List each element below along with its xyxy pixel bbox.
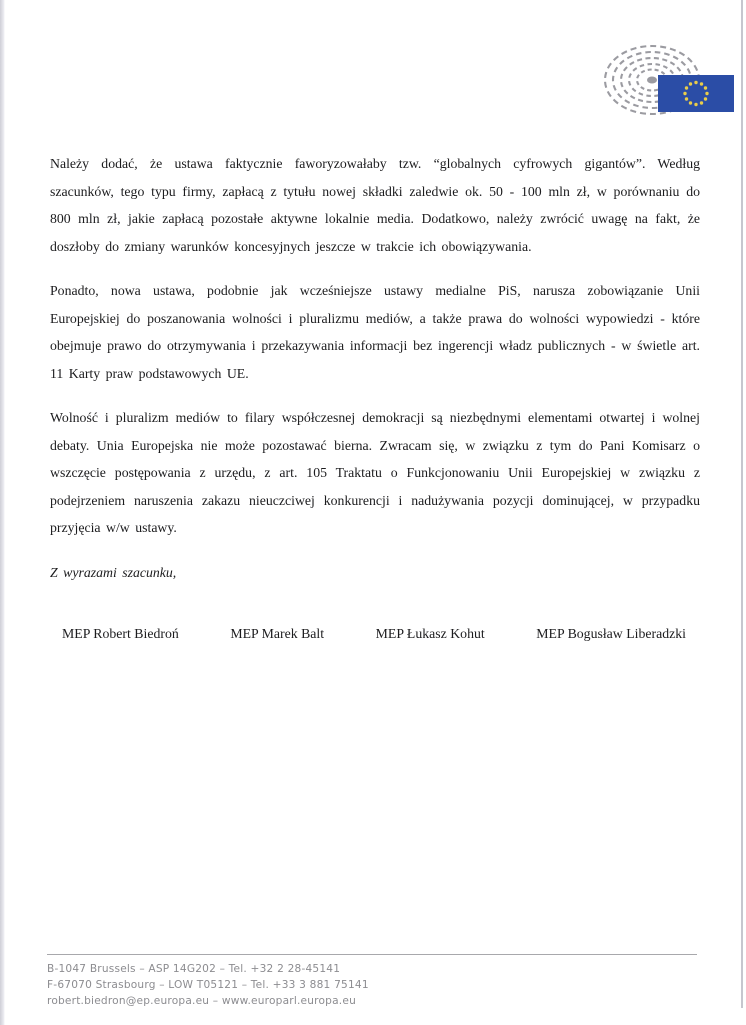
paragraph-3: Wolność i pluralizm mediów to filary współczesnej demokracji są niezbędnymi elementami otwartej i wolnej debaty. Unia Europejska nie może pozostawać bierna. Zwracam się, w związku z tym do Pani Komisarz o wszczęcie postępowania z urzędu, z art. 105 Traktatu o Funkcjonowaniu Unii Europejskiej w związku z podejrzeniem naruszenia zakazu nieuczciwej konkurencji i nadużywania pozycji dominującej, w przypadku przyjęcia w/w ustawy. (50, 410, 700, 535)
european-parliament-logo (602, 40, 740, 120)
signature-robert-biedron: MEP Robert Biedroń (62, 626, 179, 641)
letter-body (50, 150, 700, 642)
scan-edge-left (0, 0, 5, 1025)
paragraph-1: Należy dodać, że ustawa faktycznie faworyzowałaby tzw. “globalnych cyfrowych gigantów”. Według szacunków, tego typu firmy, zapłacą z tytułu nowej składki zaledwie ok. 50 - 100 mln zł, w porównaniu do 800 mln zł, jakie zapłacą pozostałe aktywne lokalnie media. Dodatkowo, należy zwrócić uwagę na fakt, że doszłoby do zmiany warunków koncesyjnych jeszcze w trakcie ich obowiązywania. (50, 156, 700, 254)
european-parliament-logo-icon (602, 40, 740, 120)
paragraph-2: Ponadto, nowa ustawa, podobnie jak wcześniejsze ustawy medialne PiS, narusza zobowiązanie Unii Europejskiej do poszanowania wolności i pluralizmu mediów, a także prawa do wolności wypowiedzi - które obejmuje prawo do otrzymywania i przekazywania informacji bez ingerencji władz publicznych - w świetle art. 11 Karty praw podstawowych UE. (50, 283, 700, 381)
footer (47, 961, 369, 1009)
signature-lukasz-kohut: MEP Łukasz Kohut (375, 626, 485, 641)
salutation: Z wyrazami szacunku, (50, 564, 177, 580)
footer-address-brussels: B-1047 Brussels – ASP 14G202 – Tel. +32 2 28-45141 (47, 963, 341, 975)
footer-divider (47, 954, 697, 955)
signature-marek-balt: MEP Marek Balt (230, 626, 325, 641)
eu-flag-icon (658, 75, 734, 112)
footer-contact: robert.biedron@ep.europa.eu – www.europarl.europa.eu (47, 995, 356, 1007)
signature-boguslaw-liberadzki: MEP Bogusław Liberadzki (536, 626, 686, 641)
signature-row (50, 626, 700, 642)
footer-address-strasbourg: F-67070 Strasbourg – LOW T05121 – Tel. +33 3 881 75141 (47, 979, 369, 991)
scan-edge-right (741, 0, 743, 1008)
